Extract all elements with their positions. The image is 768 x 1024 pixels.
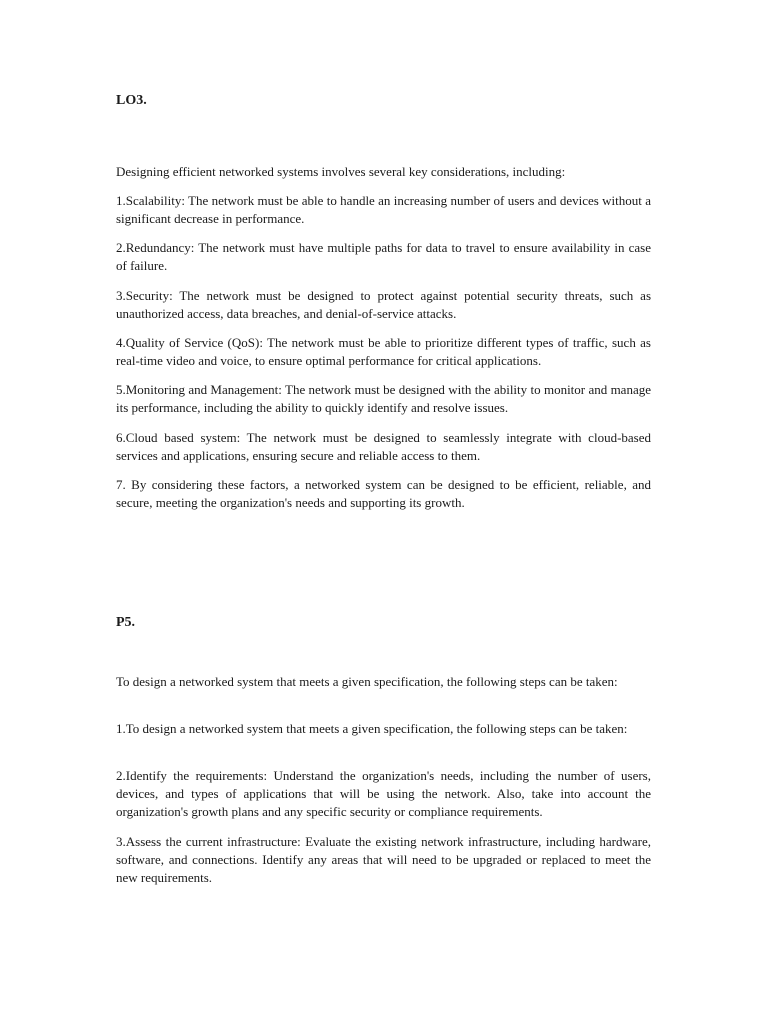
consideration-security: 3.Security: The network must be designed to protect against potential security threats, such as unauthorized access, data breaches, and denial-of-service attacks.: [116, 288, 651, 321]
section-heading-lo3: LO3.: [116, 93, 147, 108]
consideration-scalability: 1.Scalability: The network must be able to handle an increasing number of users and devices without a significant decrease in performance.: [116, 193, 651, 226]
section-heading-p5: P5.: [116, 615, 136, 630]
intro-paragraph: Designing efficient networked systems involves several key considerations, including:: [116, 164, 566, 179]
consideration-redundancy: 2.Redundancy: The network must have multiple paths for data to travel to ensure availability in case of failure.: [116, 240, 651, 273]
p5-intro-paragraph: To design a networked system that meets a given specification, the following steps can be taken:: [116, 674, 618, 689]
consideration-cloud: 6.Cloud based system: The network must be designed to seamlessly integrate with cloud-based services and applications, ensuring secure and reliable access to them.: [116, 430, 651, 463]
step-3-assess-infrastructure: 3.Assess the current infrastructure: Evaluate the existing network infrastructure, including hardware, software, and connections. Identify any areas that will need to be upgraded or replaced to meet the new requirements.: [116, 834, 651, 885]
consideration-qos: 4.Quality of Service (QoS): The network must be able to prioritize different types of traffic, such as real-time video and voice, to ensure optimal performance for critical applications.: [116, 335, 651, 368]
consideration-summary: 7. By considering these factors, a networked system can be designed to be efficient, reliable, and secure, meeting the organization's needs and supporting its growth.: [116, 477, 651, 510]
consideration-monitoring: 5.Monitoring and Management: The network must be designed with the ability to monitor and manage its performance, including the ability to quickly identify and resolve issues.: [116, 382, 651, 415]
step-2-identify-requirements: 2.Identify the requirements: Understand the organization's needs, including the number of users, devices, and types of applications that will be using the network. Also, take into account the organization's growth plans and any specific security or compliance requirements.: [116, 768, 651, 819]
step-1-paragraph: 1.To design a networked system that meets a given specification, the following steps can be taken:: [116, 721, 628, 736]
